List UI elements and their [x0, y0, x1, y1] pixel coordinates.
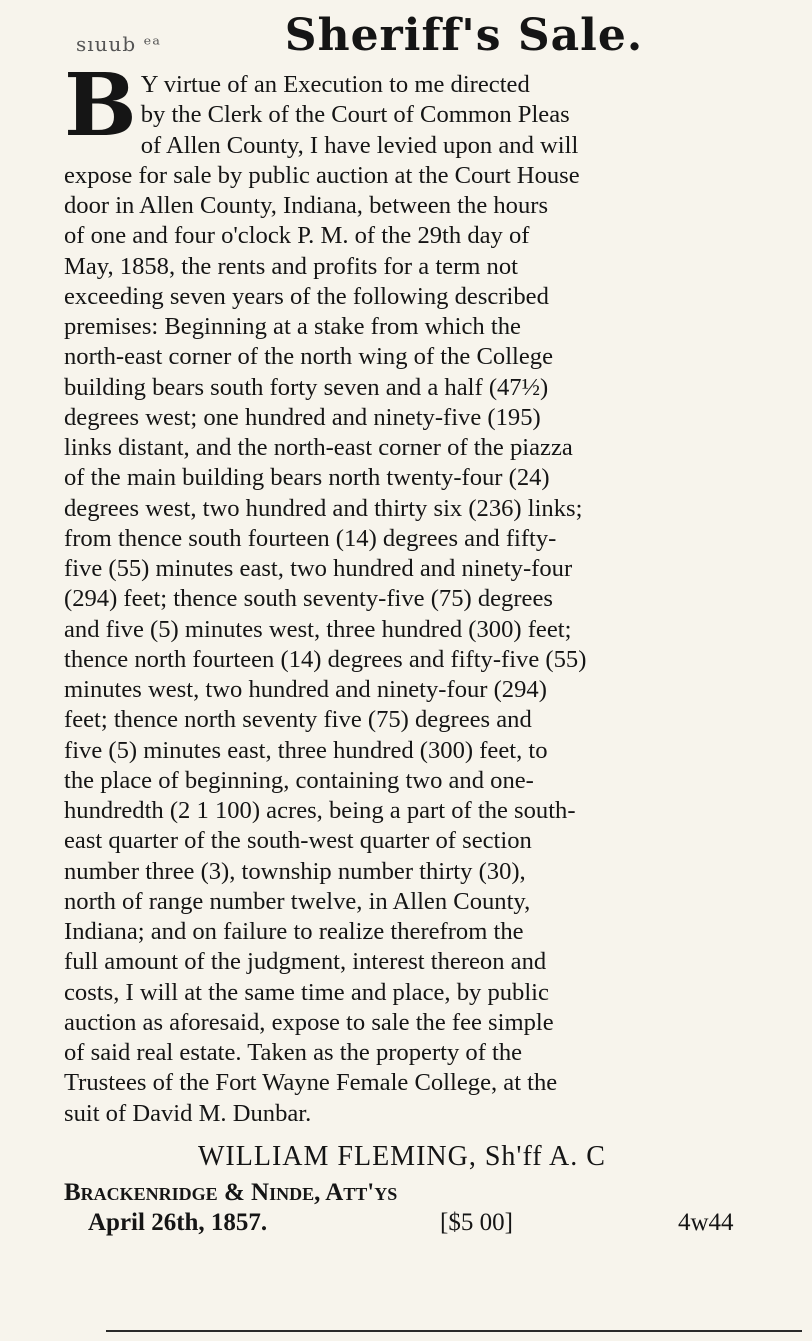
body-line: Trustees of the Fort Wayne Female College, at the — [64, 1069, 558, 1097]
body-line: hundredth (2 1 100) acres, being a part of the south- — [64, 797, 576, 824]
body-line: costs, I will at the same time and place, by public — [64, 978, 549, 1006]
body-line: north of range number twelve, in Allen County, — [64, 887, 531, 915]
body-line: May, 1858, the rents and profits for a term not — [64, 252, 518, 280]
corner-mark: sıuub ᵉᵃ — [76, 32, 162, 56]
body-line: five (55) minutes east, two hundred and ninety-four — [64, 555, 573, 582]
notice-footer — [88, 1209, 798, 1237]
attorneys-line: Brackenridge & Ninde, Att'ys — [64, 1178, 398, 1206]
body-line: door in Allen County, Indiana, between the hours — [64, 192, 549, 219]
insertion-code: 4w44 — [678, 1208, 734, 1236]
body-line: minutes west, two hundred and ninety-four (294) — [64, 676, 547, 703]
body-line: and five (5) minutes west, three hundred (300) feet; — [64, 615, 572, 643]
dropcap-letter: B — [64, 55, 137, 156]
body-line: auction as aforesaid, expose to sale the fee simple — [64, 1008, 554, 1036]
body-line: links distant, and the north-east corner of the piazza — [64, 434, 573, 461]
body-line: north-east corner of the north wing of the College — [64, 343, 553, 371]
body-line: expose for sale by public auction at the Court House — [64, 161, 580, 189]
bottom-rule — [106, 1330, 802, 1332]
body-line: suit of David M. Dunbar. — [64, 1099, 312, 1127]
body-line: of one and four o'clock P. M. of the 29th day of — [64, 222, 530, 250]
body-line: number three (3), township number thirty (30), — [64, 857, 526, 885]
newspaper-clipping — [0, 10, 812, 1341]
body-line: premises: Beginning at a stake from which the — [64, 313, 521, 340]
notice-body — [64, 55, 798, 1129]
body-line: the place of beginning, containing two and one- — [64, 766, 534, 794]
body-line: east quarter of the south-west quarter of section — [64, 827, 532, 855]
body-line: of the main building bears north twenty-four (24) — [64, 464, 550, 492]
body-line: (294) feet; thence south seventy-five (75) degrees — [64, 585, 553, 613]
body-line: of said real estate. Taken as the property of the — [64, 1039, 523, 1066]
body-line: by the Clerk of the Court of Common Pleas — [140, 101, 570, 129]
notice-date: April 26th, 1857. — [88, 1208, 268, 1236]
body-line: thence north fourteen (14) degrees and fifty-five (55) — [64, 645, 587, 673]
body-line: Indiana; and on failure to realize therefrom the — [64, 918, 524, 945]
body-line: exceeding seven years of the following described — [64, 282, 549, 310]
body-line: of Allen County, I have levied upon and will — [140, 131, 579, 159]
body-line: feet; thence north seventy five (75) degrees and — [64, 706, 532, 734]
body-line: five (5) minutes east, three hundred (300) feet, to — [64, 736, 548, 764]
notice-price: [$5 00] — [440, 1208, 513, 1236]
body-line: from thence south fourteen (14) degrees and fifty- — [64, 524, 557, 552]
body-line: full amount of the judgment, interest thereon and — [64, 948, 547, 976]
notice-title: Sheriff's Sale. — [284, 10, 644, 61]
sheriff-signature: WILLIAM FLEMING, Sh'ff A. C — [198, 1140, 606, 1172]
body-line: degrees west, two hundred and thirty six (236) links; — [64, 494, 583, 522]
body-line: Y virtue of an Execution to me directed — [140, 71, 530, 98]
body-line: degrees west; one hundred and ninety-five (195) — [64, 403, 541, 431]
body-line: building bears south forty seven and a half (47½) — [64, 373, 549, 401]
